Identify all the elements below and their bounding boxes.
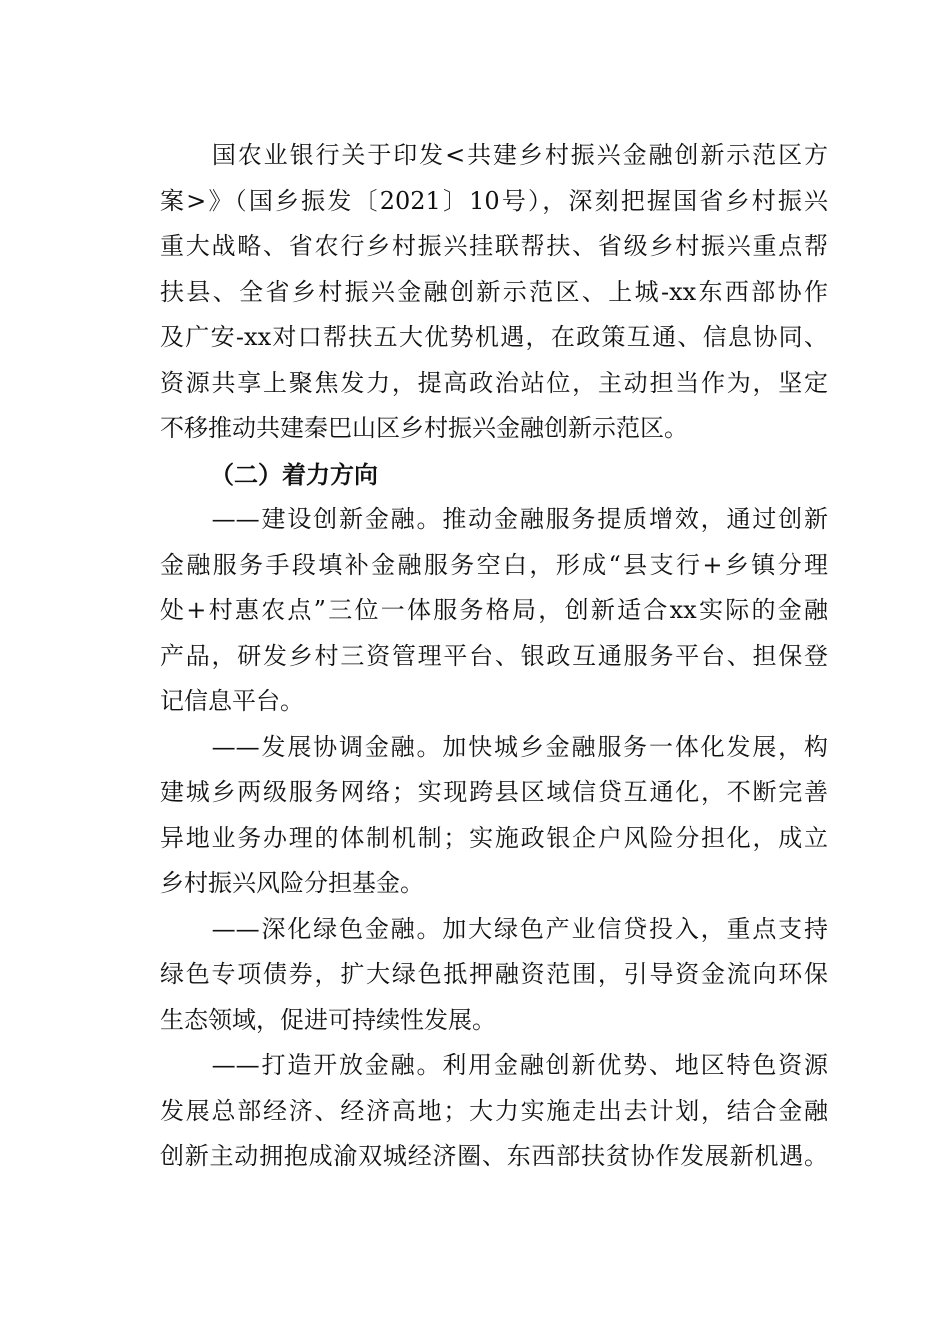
text-line: 生态领域，促进可持续性发展。 [160,1005,496,1034]
text-line: 处+村惠农点”三位一体服务格局，创新适合xx实际的金融 [160,596,828,624]
section-heading: （二）着力方向 [210,459,378,489]
text-line: 扶县、全省乡村振兴金融创新示范区、上城-xx东西部协作 [160,277,828,306]
text-line: ——建设创新金融。推动金融服务提质增效，通过创新 [160,505,828,533]
text-line: 产品，研发乡村三资管理平台、银政互通服务平台、担保登 [160,641,828,670]
text-line: 记信息平台。 [160,687,304,715]
text-line: 发展总部经济、经济高地；大力实施走出去计划，结合金融 [160,1096,828,1125]
green-finance-paragraph [160,907,828,1044]
text-line: 资源共享上聚焦发力，提高政治站位，主动担当作为，坚定 [160,368,828,397]
text-line: 案>》（国乡振发〔2021〕10号），深刻把握国省乡村振兴 [160,186,828,215]
text-line: 国农业银行关于印发<共建乡村振兴金融创新示范区方 [160,141,828,169]
intro-paragraph [160,133,828,452]
text-line: 重大战略、省农行乡村振兴挂联帮扶、省级乡村振兴重点帮 [160,232,828,260]
text-line: 创新主动拥抱成渝双城经济圈、东西部扶贫协作发展新机遇。 [160,1142,828,1170]
text-line: ——发展协调金融。加快城乡金融服务一体化发展，构 [160,732,828,761]
text-line: ——深化绿色金融。加大绿色产业信贷投入，重点支持 [160,914,828,943]
coordinated-finance-paragraph [160,725,828,907]
text-line: 乡村振兴风险分担基金。 [160,869,424,897]
text-line: 建城乡两级服务网络；实现跨县区域信贷互通化，不断完善 [160,778,828,806]
text-line: ——打造开放金融。利用金融创新优势、地区特色资源 [160,1051,828,1079]
open-finance-paragraph [160,1043,828,1180]
text-line: 不移推动共建秦巴山区乡村振兴金融创新示范区。 [160,414,688,442]
text-line: 及广安-xx对口帮扶五大优势机遇，在政策互通、信息协同、 [160,323,828,351]
text-line: 异地业务办理的体制机制；实施政银企户风险分担化，成立 [160,823,828,852]
text-line: 金融服务手段填补金融服务空白，形成“县支行+乡镇分理 [160,550,828,579]
innovation-finance-paragraph [160,497,828,725]
document-page [160,133,828,1180]
text-line: 绿色专项债券，扩大绿色抵押融资范围，引导资金流向环保 [160,960,828,988]
